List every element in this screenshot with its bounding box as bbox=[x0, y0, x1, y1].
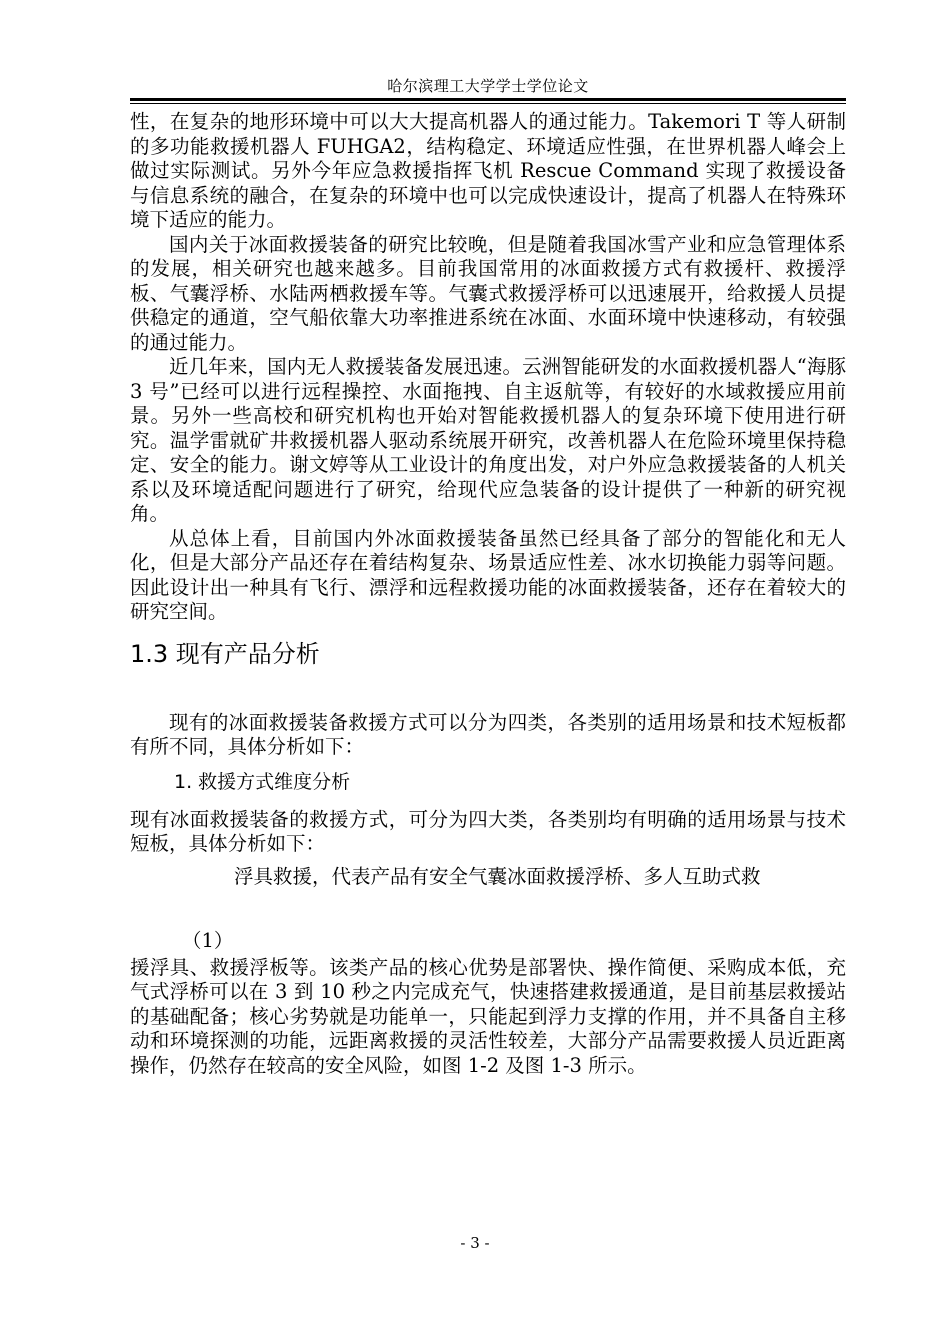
page-number: - 3 - bbox=[460, 1234, 490, 1252]
paragraph-unmanned-rescue: 近几年来，国内无人救援装备发展迅速。云洲智能研发的水面救援机器人“海豚 3 号”已经可以进行远程操控、水面拖拽、自主返航等，有较好的水域救援应用前景。另外一些高校和研究机构也开始对智能救援机器人的复杂环境下使用进行研究。温学雷就矿井救援机器人驱动系统展开研究，改善机器人在危险环境里保持稳定、安全的能力。谢文婷等从工业设计的角度出发，对户外应急救援装备的人机关系以及环境适配问题进行了研究，给现代应急装备的设计提供了一种新的研究视角。 bbox=[130, 355, 846, 525]
paragraph-continuation: 性，在复杂的地形环境中可以大大提高机器人的通过能力。Takemori T 等人研制的多功能救援机器人 FUHGA2，结构稳定、环境适应性强，在世界机器人峰会上做过实际测试。另外今年应急救援指挥飞机 Rescue Command 实现了救援设备与信息系统的融合，在复杂的环境中也可以完成快速设计，提高了机器人在特殊环境下适应的能力。 bbox=[130, 110, 846, 231]
paragraph-rescue-methods: 现有冰面救援装备的救援方式，可分为四大类，各类别均有明确的适用场景与技术短板，具体分析如下： bbox=[130, 807, 846, 855]
paragraph-float-rescue-first-line: 浮具救援，代表产品有安全气囊冰面救援浮桥、多人互助式救 bbox=[234, 864, 761, 888]
paragraph-summary: 从总体上看，目前国内外冰面救援装备虽然已经具备了部分的智能化和无人化，但是大部分产品还存在着结构复杂、场景适应性差、冰水切换能力弱等问题。因此设计出一种具有飞行、漂浮和远程救援功能的冰面救援装备，还存在着较大的研究空间。 bbox=[130, 526, 846, 623]
header-rule-thin bbox=[130, 103, 846, 104]
section-heading: 1.3 现有产品分析 bbox=[130, 639, 320, 668]
paragraph-float-rescue: 援浮具、救援浮板等。该类产品的核心优势是部署快、操作简便、采购成本低，充气式浮桥可以在 3 到 10 秒之内完成充气，快速搭建救援通道，是目前基层救援站的基础配备；核心劣势就是功能单一，只能起到浮力支撑的作用，并不具备自主移动和环境探测的功能，远距离救援的灵活性较差，大部分产品需要救援人员近距离操作，仍然存在较高的安全风险，如图 1-2 及图 1-3 所示。 bbox=[130, 955, 846, 1077]
enumeration-label: （1） bbox=[182, 929, 234, 952]
page-body bbox=[130, 110, 846, 1078]
header-rule bbox=[130, 98, 846, 101]
page-header-title: 哈尔滨理工大学学士学位论文 bbox=[387, 77, 589, 95]
paragraph-intro: 现有的冰面救援装备救援方式可以分为四类，各类别的适用场景和技术短板都有所不同，具体分析如下： bbox=[130, 710, 846, 758]
sub-heading: 1. 救援方式维度分析 bbox=[174, 770, 351, 793]
paragraph-domestic-research: 国内关于冰面救援装备的研究比较晚，但是随着我国冰雪产业和应急管理体系的发展，相关研究也越来越多。目前我国常用的冰面救援方式有救援杆、救援浮板、气囊浮桥、水陆两栖救援车等。气囊式救援浮桥可以迅速展开，给救援人员提供稳定的通道，空气船依靠大功率推进系统在冰面、水面环境中快速移动，有较强的通过能力。 bbox=[130, 232, 846, 354]
